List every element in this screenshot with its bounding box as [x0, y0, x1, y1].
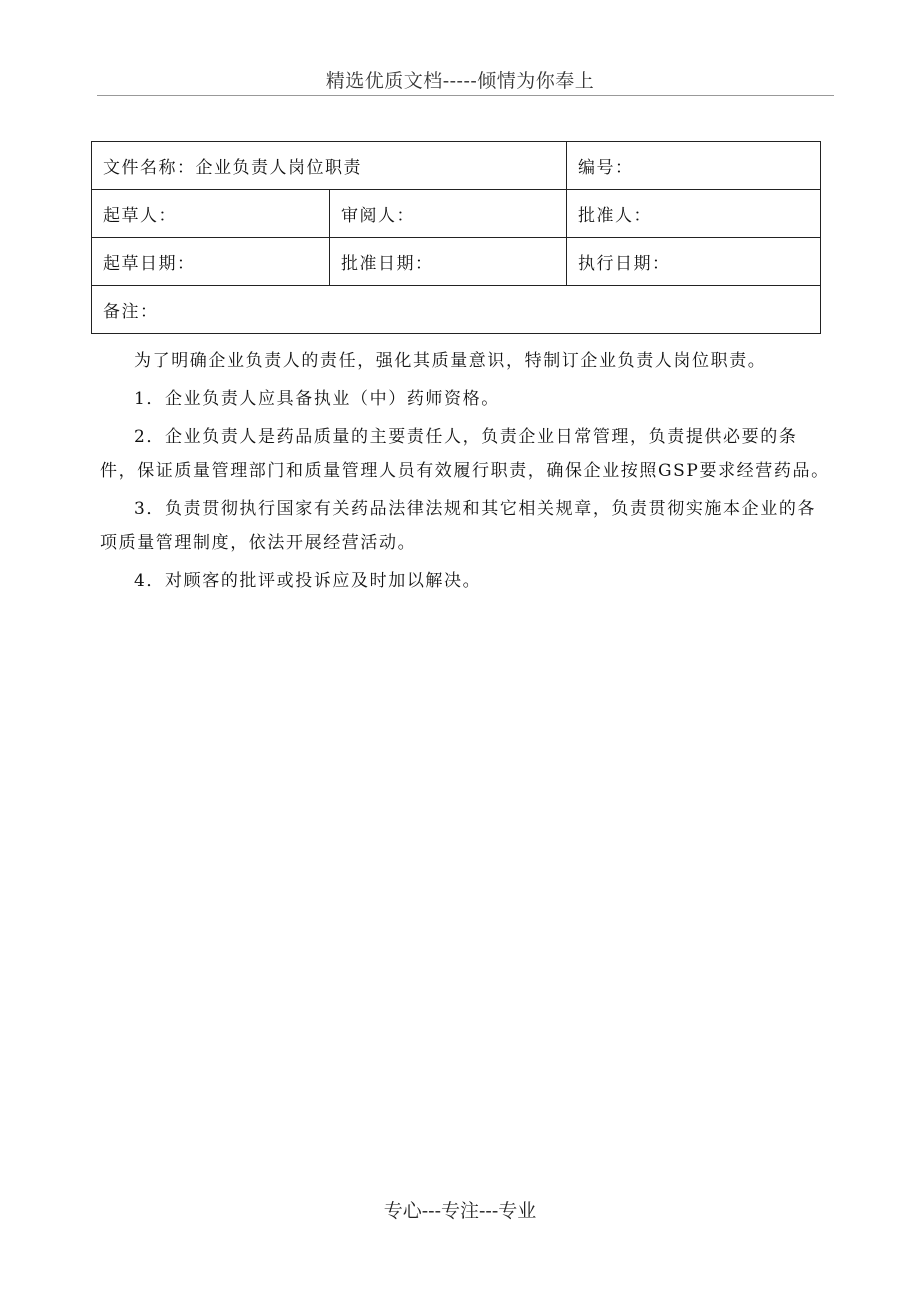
page-header: 精选优质文档-----倾情为你奉上 [325, 70, 595, 92]
execute-date-cell: 执行日期： [567, 238, 821, 286]
reviewer-cell: 审阅人： [330, 190, 567, 238]
table-row [92, 286, 821, 334]
duty-item-3: 3．负责贯彻执行国家有关药品法律法规和其它相关规章，负责贯彻实施本企业的各项质量管理制度，依法开展经营活动。 [100, 499, 817, 553]
intro-paragraph: 为了明确企业负责人的责任，强化其质量意识，特制订企业负责人岗位职责。 [134, 351, 767, 371]
remark-cell: 备注： [92, 286, 821, 334]
duty-item-1: 1．企业负责人应具备执业（中）药师资格。 [134, 389, 500, 409]
number-cell: 编号： [567, 142, 821, 190]
document-body [100, 344, 832, 602]
table-row [92, 190, 821, 238]
draft-date-cell: 起草日期： [92, 238, 330, 286]
approver-cell: 批准人： [567, 190, 821, 238]
header-divider [97, 95, 834, 96]
file-name-cell: 文件名称：企业负责人岗位职责 [92, 142, 567, 190]
approve-date-cell: 批准日期： [330, 238, 567, 286]
duty-item-2: 2．企业负责人是药品质量的主要责任人，负责企业日常管理，负责提供必要的条件，保证质量管理部门和质量管理人员有效履行职责，确保企业按照GSP要求经营药品。 [100, 427, 830, 481]
duty-item-4: 4．对顾客的批评或投诉应及时加以解决。 [134, 571, 482, 591]
page-footer: 专心---专注---专业 [383, 1200, 537, 1222]
table-row [92, 238, 821, 286]
document-info-table [91, 141, 821, 334]
drafter-cell: 起草人： [92, 190, 330, 238]
table-row [92, 142, 821, 190]
